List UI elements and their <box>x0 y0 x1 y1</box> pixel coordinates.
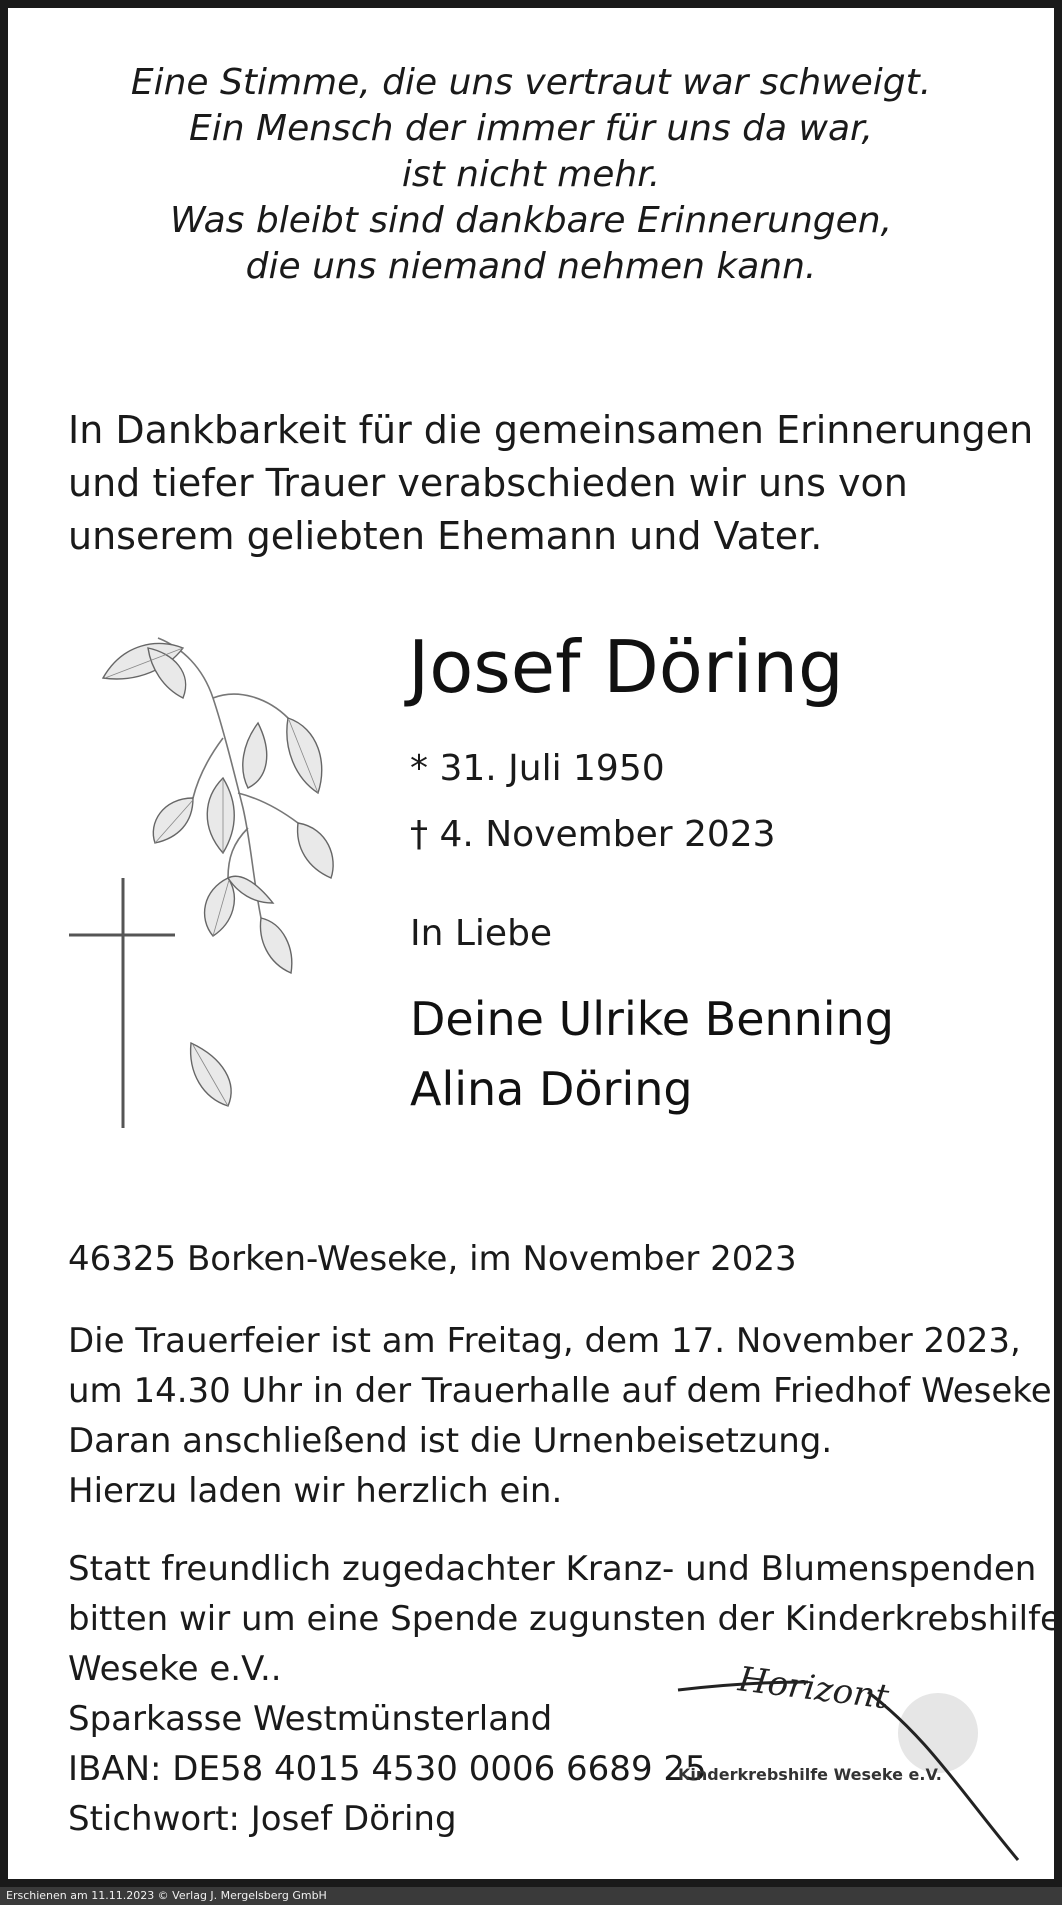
logo-subtitle: Kinderkrebshilfe Weseke e.V. <box>678 1765 942 1784</box>
donation-line: bitten wir um eine Spende zugunsten der Kinderkrebshilfe <box>68 1599 1061 1639</box>
poem-line: Ein Mensch der immer für uns da war, <box>189 108 873 149</box>
donation-line: IBAN: DE58 4015 4530 0006 6689 25 <box>68 1749 707 1789</box>
deceased-name: Josef Döring <box>408 625 844 709</box>
ceremony-line: Daran anschließend ist die Urnenbeisetzung. <box>68 1421 833 1461</box>
family-names <box>410 984 894 1124</box>
donation-line: Sparkasse Westmünsterland <box>68 1699 553 1739</box>
family-member: Alina Döring <box>410 1062 693 1116</box>
donation-line: Stichwort: Josef Döring <box>68 1799 457 1839</box>
place-date: 46325 Borken-Weseke, im November 2023 <box>68 1239 797 1279</box>
ceremony-line: Die Trauerfeier ist am Freitag, dem 17. November 2023, <box>68 1321 1021 1361</box>
cross-icon <box>69 878 175 1128</box>
donation-line: Weseke e.V.. <box>68 1649 282 1689</box>
ceremony-text <box>68 1316 1062 1516</box>
leaf-branch-icon <box>63 628 343 1188</box>
intro-line: und tiefer Trauer verabschieden wir uns von <box>68 461 908 505</box>
poem-line: Eine Stimme, die uns vertraut war schweigt. <box>130 62 932 103</box>
death-date: † 4. November 2023 <box>410 814 776 855</box>
intro-line: In Dankbarkeit für die gemeinsamen Erinnerungen <box>68 408 1034 452</box>
poem-line: ist nicht mehr. <box>401 154 661 195</box>
ceremony-line: um 14.30 Uhr in der Trauerhalle auf dem Friedhof Weseke. <box>68 1371 1062 1411</box>
family-member: Deine Ulrike Benning <box>410 992 894 1046</box>
logo-title: Horizont <box>736 1659 891 1718</box>
in-liebe: In Liebe <box>410 913 553 954</box>
poem <box>16 60 1046 290</box>
footer-credit: Erschienen am 11.11.2023 © Verlag J. Mergelsberg GmbH <box>0 1887 1062 1905</box>
ceremony-line: Hierzu laden wir herzlich ein. <box>68 1471 563 1511</box>
intro-text <box>68 404 1033 563</box>
horizont-logo <box>668 1648 1028 1868</box>
intro-line: unserem geliebten Ehemann und Vater. <box>68 514 823 558</box>
birth-date: * 31. Juli 1950 <box>410 748 665 789</box>
poem-line: Was bleibt sind dankbare Erinnerungen, <box>169 200 893 241</box>
poem-line: die uns niemand nehmen kann. <box>245 246 817 287</box>
life-dates <box>410 736 776 868</box>
donation-line: Statt freundlich zugedachter Kranz- und Blumenspenden <box>68 1549 1037 1589</box>
